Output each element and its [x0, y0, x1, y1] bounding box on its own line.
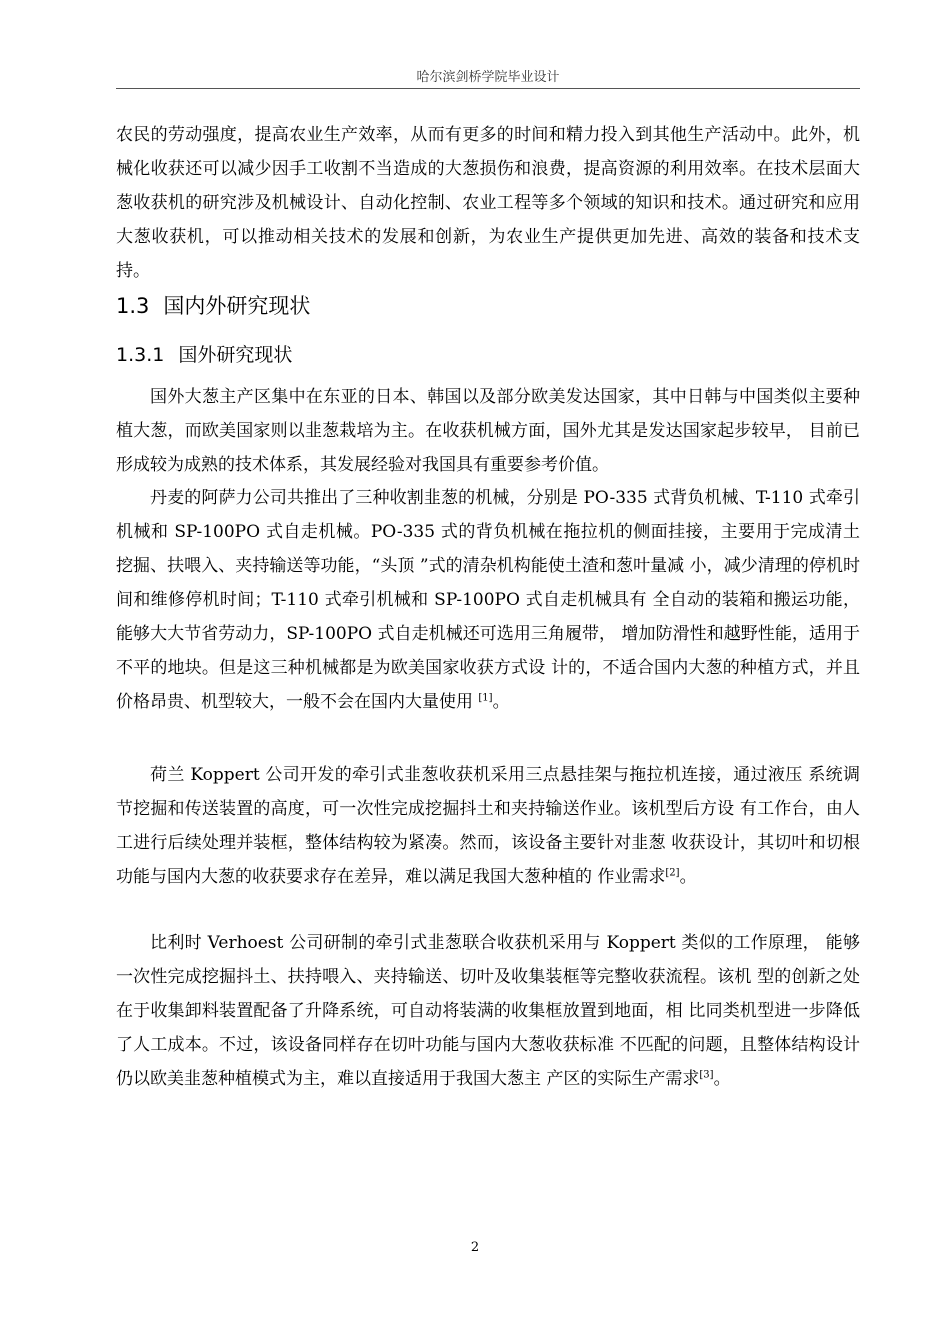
paragraph-text: 丹麦的阿萨力公司共推出了三种收割韭葱的机械，分别是 PO-335 式背负机械、T-110 式牵引机械和 SP-100PO 式自走机械。PO-335 式的背负机械在拖拉机的侧面挂接，主要用于完成清土挖掘、扶喂入、夹持输送等功能，“头顶 ”式的清杂机构能使土渣和葱叶量减 小，减少清理的停机时间和维修停机时间；T-110 式牵引机械和 SP-100PO 式自走机械具有 全自动的装箱和搬运功能，能够大大节省劳动力，SP-100PO 式自走机械还可选用三角履带， 增加防滑性和越野性能，适用于不平的地块。但是这三种机械都是为欧美国家收获方式设 计的，不适合国内大葱的种植方式，并且价格昂贵、机型较大，一般不会在国内大量使用 [116, 488, 861, 712]
paragraph-overview: 国外大葱主产区集中在东亚的日本、韩国以及部分欧美发达国家，其中日韩与中国类似主要种植大葱，而欧美国家则以韭葱栽培为主。在收获机械方面，国外尤其是发达国家起步较早， 目前已形成较为成熟的技术体系，其发展经验对我国具有重要参考价值。 [116, 387, 860, 475]
subsection-heading-1-3-1 [116, 340, 292, 367]
subsection-title: 国外研究现状 [178, 344, 293, 366]
paragraph-end: 。 [492, 692, 510, 712]
subsection-number: 1.3.1 [116, 344, 165, 366]
page-number: 2 [470, 1240, 480, 1255]
header-divider [116, 88, 860, 89]
citation-1: [1] [478, 692, 493, 704]
paragraph-denmark [116, 481, 860, 719]
citation-2: [2] [665, 867, 680, 879]
paragraph-end: 。 [679, 867, 697, 887]
paragraph-netherlands [116, 758, 860, 894]
running-header: 哈尔滨剑桥学院毕业设计 [416, 70, 560, 85]
paragraph-belgium [116, 926, 860, 1096]
paragraph-end: 。 [713, 1069, 731, 1089]
section-title: 国内外研究现状 [163, 294, 311, 318]
section-heading-1-3 [116, 290, 310, 320]
paragraph-text: 荷兰 Koppert 公司开发的牵引式韭葱收获机采用三点悬挂架与拖拉机连接，通过液压 系统调节挖掘和传送装置的高度，可一次性完成挖掘抖土和夹持输送作业。该机型后方设 有工作台，由人工进行后续处理并装框，整体结构较为紧凑。然而，该设备主要针对韭葱 收获设计，其切叶和切根功能与国内大葱的收获要求存在差异，难以满足我国大葱种植的 作业需求 [116, 765, 860, 887]
citation-3: [3] [699, 1069, 714, 1081]
section-number: 1.3 [116, 294, 150, 318]
paragraph-text: 比利时 Verhoest 公司研制的牵引式韭葱联合收获机采用与 Koppert 类似的工作原理， 能够一次性完成挖掘抖土、扶持喂入、夹持输送、切叶及收集装框等完整收获流程。该机 型的创新之处在于收集卸料装置配备了升降系统，可自动将装满的收集框放置到地面，相 比同类机型进一步降低了人工成本。不过，该设备同样存在切叶功能与国内大葱收获标准 不匹配的问题，且整体结构设计仍以欧美韭葱种植模式为主，难以直接适用于我国大葱主 产区的实际生产需求 [116, 933, 860, 1089]
paragraph-intro: 农民的劳动强度，提高农业生产效率，从而有更多的时间和精力投入到其他生产活动中。此外，机械化收获还可以减少因手工收割不当造成的大葱损伤和浪费，提高资源的利用效率。在技术层面大葱收获机的研究涉及机械设计、自动化控制、农业工程等多个领域的知识和技术。通过研究和应用大葱收获机，可以推动相关技术的发展和创新，为农业生产提供更加先进、高效的装备和技术支持。 [116, 125, 860, 281]
